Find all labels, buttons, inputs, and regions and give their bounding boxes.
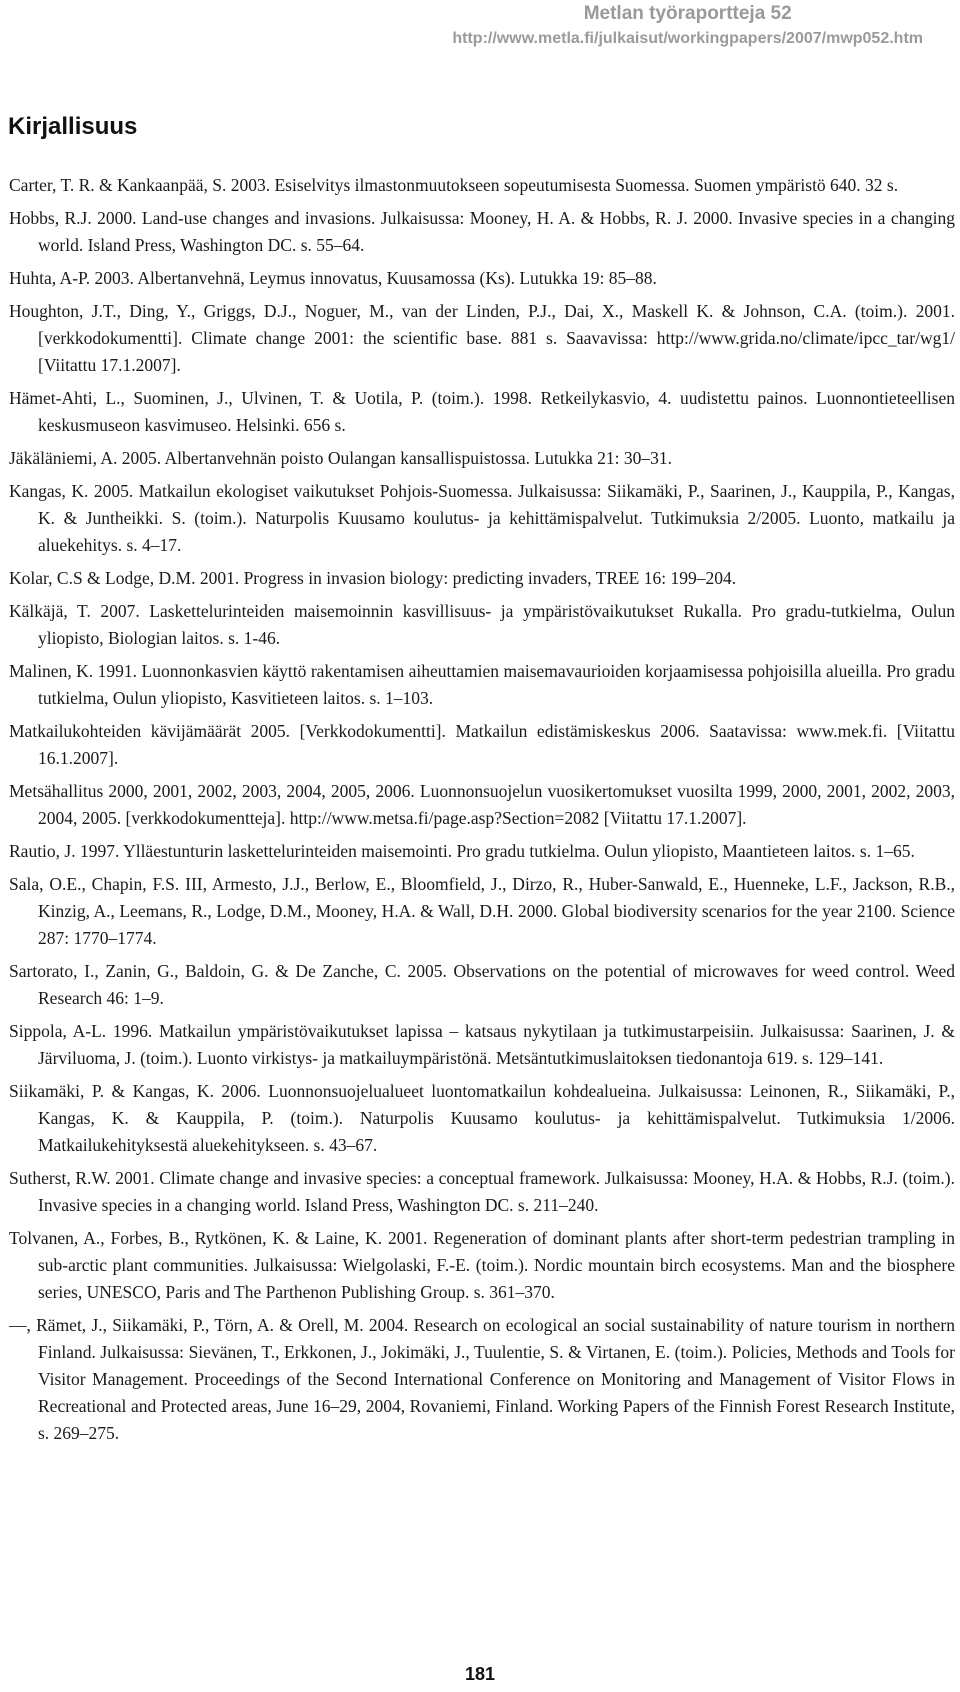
reference-item: Huhta, A-P. 2003. Albertanvehnä, Leymus innovatus, Kuusamossa (Ks). Lutukka 19: 85–88.	[9, 268, 657, 288]
reference-item: Hämet-Ahti, L., Suominen, J., Ulvinen, T. & Uotila, P. (toim.). 1998. Retkeilykasvio, 4. uudistettu painos. Luonnontieteellisen keskusmuseon kasvimuseo. Helsinki. 656 s.	[9, 388, 955, 435]
reference-item: Jäkäläniemi, A. 2005. Albertanvehnän poisto Oulangan kansallispuistossa. Lutukka 21: 30–31.	[9, 448, 672, 468]
page-header	[452, 2, 923, 50]
reference-item: Siikamäki, P. & Kangas, K. 2006. Luonnonsuojelualueet luontomatkailun kohdealueina. Julkaisussa: Leinonen, R., Siikamäki, P., Kangas, K. & Kauppila, P. (toim.). Naturpolis Kuusamo koulutus- ja kehittämispalvelut. Tutkimuksia 1/2006. Matkailukehityksestä aluekehitykseen. s. 43–67.	[9, 1081, 955, 1155]
reference-item: Sala, O.E., Chapin, F.S. III, Armesto, J.J., Berlow, E., Bloomfield, J., Dirzo, R., Huber-Sanwald, E., Huenneke, L.F., Jackson, R.B., Kinzig, A., Leemans, R., Lodge, D.M., Mooney, H.A. & Wall, D.H. 2000. Global biodiversity scenarios for the year 2100. Science 287: 1770–1774.	[9, 874, 955, 948]
reference-item: Hobbs, R.J. 2000. Land-use changes and invasions. Julkaisussa: Mooney, H. A. & Hobbs, R. J. 2000. Invasive species in a changing world. Island Press, Washington DC. s. 55–64.	[9, 208, 955, 255]
reference-item: Kälkäjä, T. 2007. Laskettelurinteiden maisemoinnin kasvillisuus- ja ympäristövaikutukset Rukalla. Pro gradu-tutkielma, Oulun yliopisto, Biologian laitos. s. 1-46.	[9, 601, 955, 648]
reference-item: Kangas, K. 2005. Matkailun ekologiset vaikutukset Pohjois-Suomessa. Julkaisussa: Siikamäki, P., Saarinen, J., Kauppila, P., Kangas, K. & Juntheikki. S. (toim.). Naturpolis Kuusamo koulutus- ja kehittämispalvelut. Tutkimuksia 2/2005. Luonto, matkailu ja aluekehitys. s. 4–17.	[9, 481, 955, 555]
reference-item: Matkailukohteiden kävijämäärät 2005. [Verkkodokumentti]. Matkailun edistämiskeskus 2006. Saatavissa: www.mek.fi. [Viitattu 16.1.2007].	[9, 721, 955, 768]
reference-item: Sutherst, R.W. 2001. Climate change and invasive species: a conceptual framework. Julkaisussa: Mooney, H.A. & Hobbs, R.J. (toim.). Invasive species in a changing world. Island Press, Washington DC. s. 211–240.	[9, 1168, 955, 1215]
reference-item: Rautio, J. 1997. Ylläestunturin laskettelurinteiden maisemointi. Pro gradu tutkielma. Oulun yliopisto, Maantieteen laitos. s. 1–65.	[9, 841, 915, 861]
reference-item: Sartorato, I., Zanin, G., Baldoin, G. & De Zanche, C. 2005. Observations on the potential of microwaves for weed control. Weed Research 46: 1–9.	[9, 961, 955, 1008]
reference-item: Sippola, A-L. 1996. Matkailun ympäristövaikutukset lapissa – katsaus nykytilaan ja tutkimustarpeisiin. Julkaisussa: Saarinen, J. & Järviluoma, J. (toim.). Luonto virkistys- ja matkailuympäristönä. Metsäntutkimuslaitoksen tiedonantoja 619. s. 129–141.	[9, 1021, 955, 1068]
reference-item: Houghton, J.T., Ding, Y., Griggs, D.J., Noguer, M., van der Linden, P.J., Dai, X., Maskell K. & Johnson, C.A. (toim.). 2001. [verkkodokumentti]. Climate change 2001: the scientific base. 881 s. Saavavissa: http://www.grida.no/climate/ipcc_tar/wg1/ [Viitattu 17.1.2007].	[9, 301, 955, 375]
section-title: Kirjallisuus	[8, 113, 138, 140]
reference-list	[9, 172, 955, 1453]
reference-item: Kolar, C.S & Lodge, D.M. 2001. Progress in invasion biology: predicting invaders, TREE 16: 199–204.	[9, 568, 737, 588]
reference-item: Malinen, K. 1991. Luonnonkasvien käyttö rakentamisen aiheuttamien maisemavaurioiden korjaamisessa pohjoisilla alueilla. Pro gradu tutkielma, Oulun yliopisto, Kasvitieteen laitos. s. 1–103.	[9, 661, 955, 708]
page-number: 181	[464, 1664, 496, 1684]
reference-item: Carter, T. R. & Kankaanpää, S. 2003. Esiselvitys ilmastonmuutokseen sopeutumisesta Suomessa. Suomen ympäristö 640. 32 s.	[9, 175, 899, 195]
series-url[interactable]: http://www.metla.fi/julkaisut/workingpapers/2007/mwp052.htm	[452, 30, 923, 47]
series-title: Metlan työraportteja 52	[583, 3, 792, 24]
reference-item: Metsähallitus 2000, 2001, 2002, 2003, 2004, 2005, 2006. Luonnonsuojelun vuosikertomukset vuosilta 1999, 2000, 2001, 2002, 2003, 2004, 2005. [verkkodokumentteja]. http://www.metsa.fi/page.asp?Section=2082 [Viitattu 17.1.2007].	[9, 781, 955, 828]
reference-item: Tolvanen, A., Forbes, B., Rytkönen, K. & Laine, K. 2001. Regeneration of dominant plants after short-term pedestrian trampling in sub-arctic plant communities. Julkaisussa: Wielgolaski, F.-E. (toim.). Nordic mountain birch ecosystems. Man and the biosphere series, UNESCO, Paris and The Parthenon Publishing Group. s. 361–370.	[9, 1228, 955, 1302]
reference-item: —, Rämet, J., Siikamäki, P., Törn, A. & Orell, M. 2004. Research on ecological an social sustainability of nature tourism in northern Finland. Julkaisussa: Sievänen, T., Erkkonen, J., Jokimäki, J., Tuulentie, S. & Virtanen, E. (toim.). Policies, Methods and Tools for Visitor Management. Proceedings of the Second International Conference on Monitoring and Management of Visitor Flows in Recreational and Protected areas, June 16–29, 2004, Rovaniemi, Finland. Working Papers of the Finnish Forest Research Institute, s. 269–275.	[9, 1315, 955, 1443]
